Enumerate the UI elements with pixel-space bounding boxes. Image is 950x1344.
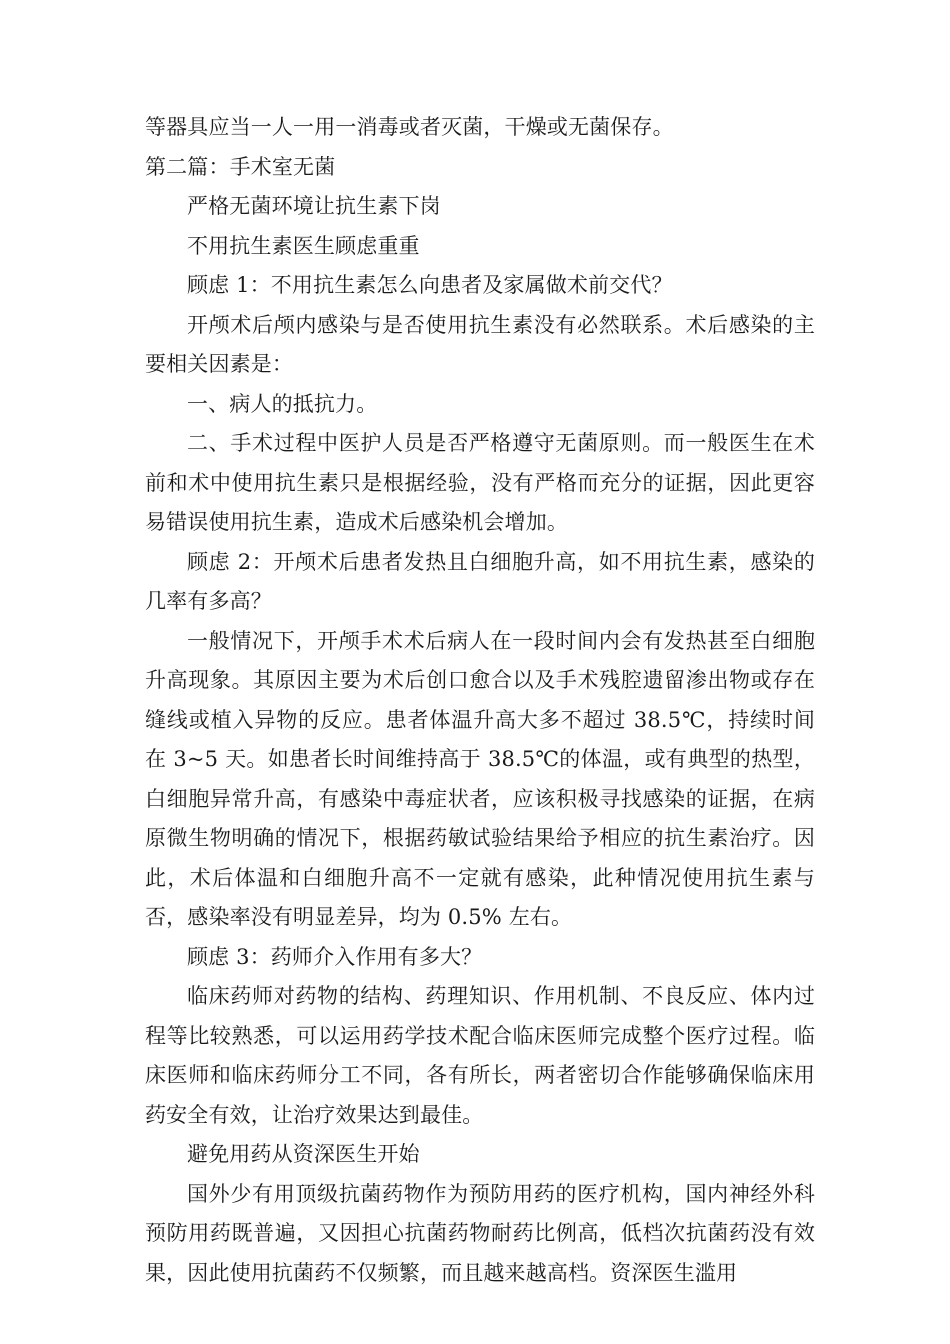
concern-1-question: 顾虑 1：不用抗生素怎么向患者及家属做术前交代？	[187, 273, 673, 297]
concern-2-answer: 一般情况下，开颅手术术后病人在一段时间内会有发热甚至白细胞升高现象。其原因主要为术后创口愈合以及手术残腔遗留渗出物或存在缝线或植入异物的反应。患者体温升高大多不超过 38.5℃，持续时间在 3~5 天。如患者长时间维持高于 38.5℃的体温，或有典型的热型，白细胞异常升高，有感染中毒症状者，应该积极寻找感染的证据，在病原微生物明确的情况下，根据药敏试验结果给予相应的抗生素治疗。因此，术后体温和白细胞升高不一定就有感染，此种情况使用抗生素与否，感染率没有明显差异，均为 0.5% 左右。	[145, 628, 815, 929]
section-heading: 第二篇：手术室无菌	[145, 154, 336, 179]
concern-3-question: 顾虑 3：药师介入作用有多大？	[187, 944, 483, 969]
subheading-3: 避免用药从资深医生开始	[187, 1142, 420, 1166]
concern-3-answer: 临床药师对药物的结构、药理知识、作用机制、不良反应、体内过程等比较熟悉，可以运用药学技术配合临床医师完成整个医疗过程。临床医师和临床药师分工不同，各有所长，两者密切合作能够确保临床用药安全有效，让治疗效果达到最佳。	[145, 984, 815, 1127]
document-page	[145, 108, 815, 1293]
closing-paragraph: 国外少有用顶级抗菌药物作为预防用药的医疗机构，国内神经外科预防用药既普遍，又因担心抗菌药物耐药比例高，低档次抗菌药没有效果，因此使用抗菌药不仅频繁，而且越来越高档。资深医生滥用	[145, 1181, 815, 1285]
subheading-1: 严格无菌环境让抗生素下岗	[187, 194, 441, 218]
subheading-2: 不用抗生素医生顾虑重重	[187, 233, 420, 258]
factor-2: 二、手术过程中医护人员是否严格遵守无菌原则。而一般医生在术前和术中使用抗生素只是根据经验，没有严格而充分的证据，因此更容易错误使用抗生素，造成术后感染机会增加。	[145, 431, 815, 534]
paragraph-1: 等器具应当一人一用一消毒或者灭菌，干燥或无菌保存。	[145, 115, 674, 139]
factor-1: 一、病人的抵抗力。	[187, 391, 378, 416]
concern-2-question: 顾虑 2：开颅术后患者发热且白细胞升高，如不用抗生素，感染的几率有多高？	[145, 549, 815, 613]
concern-1-answer: 开颅术后颅内感染与是否使用抗生素没有必然联系。术后感染的主要相关因素是：	[145, 312, 815, 376]
